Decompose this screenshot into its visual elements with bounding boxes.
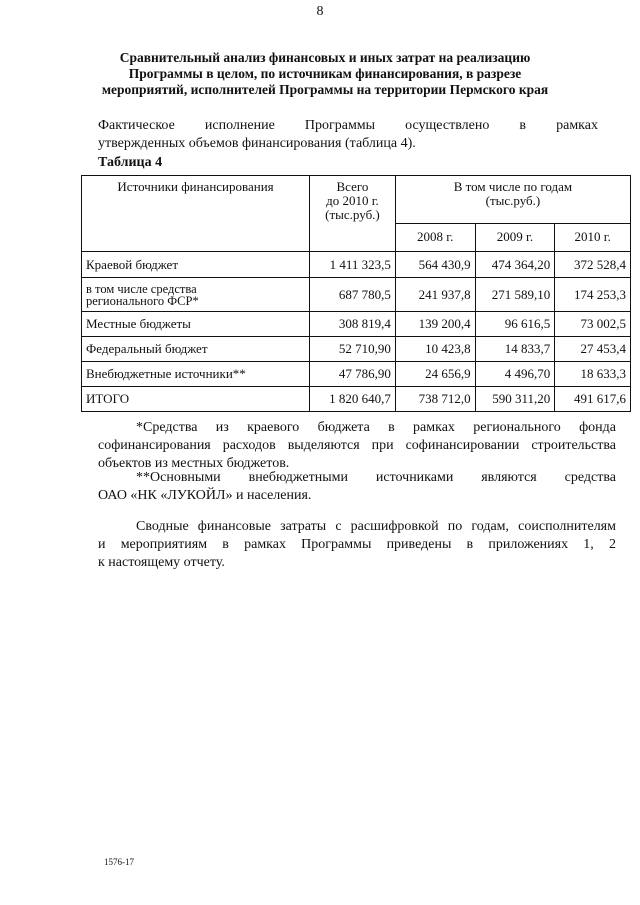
table-row	[82, 252, 631, 278]
header-by-year	[395, 176, 630, 224]
header-total-line: Всего	[336, 179, 369, 194]
table-row	[82, 312, 631, 337]
row-2008: 738 712,0	[395, 387, 475, 412]
row-total: 47 786,90	[310, 362, 396, 387]
row-2009: 271 589,10	[475, 278, 555, 312]
paragraph-line: ОАО «НК «ЛУКОЙЛ» и населения.	[98, 488, 312, 503]
row-source-line: регионального ФСР*	[86, 293, 199, 308]
section-heading	[70, 50, 580, 98]
row-source-line: в том числе средства	[86, 281, 197, 296]
row-2008: 24 656,9	[395, 362, 475, 387]
row-total: 1 820 640,7	[310, 387, 396, 412]
header-source: Источники финансирования	[82, 176, 310, 252]
page-number: 8	[316, 4, 324, 19]
financing-table	[81, 175, 631, 412]
summary-paragraph	[98, 518, 616, 572]
table-row-total	[82, 387, 631, 412]
footnote-regional-fund	[98, 419, 616, 473]
row-source	[82, 278, 310, 312]
row-2009: 590 311,20	[475, 387, 555, 412]
row-total: 1 411 323,5	[310, 252, 396, 278]
row-2010: 174 253,3	[555, 278, 631, 312]
table-row	[82, 337, 631, 362]
row-2008: 10 423,8	[395, 337, 475, 362]
paragraph-line: софинансирования расходов выделяются при софинансировании строительства	[98, 438, 616, 453]
row-2010: 73 002,5	[555, 312, 631, 337]
table-row	[82, 278, 631, 312]
footer-code: 1576-17	[104, 857, 134, 867]
row-source: Внебюджетные источники**	[82, 362, 310, 387]
row-2010: 27 453,4	[555, 337, 631, 362]
row-2009: 474 364,20	[475, 252, 555, 278]
paragraph-line: *Средства из краевого бюджета в рамках регионального фонда	[136, 420, 616, 435]
row-source: ИТОГО	[82, 387, 310, 412]
row-2010: 372 528,4	[555, 252, 631, 278]
table-header-row	[82, 176, 631, 224]
row-source: Краевой бюджет	[82, 252, 310, 278]
row-2010: 18 633,3	[555, 362, 631, 387]
paragraph-line: Сводные финансовые затраты с расшифровкой по годам, соисполнителям	[136, 519, 616, 534]
footnote-extrabudgetary	[98, 469, 616, 505]
header-year-2010: 2010 г.	[555, 223, 631, 251]
row-total: 308 819,4	[310, 312, 396, 337]
row-2008: 241 937,8	[395, 278, 475, 312]
heading-line: Сравнительный анализ финансовых и иных затрат на реализацию	[119, 50, 531, 65]
row-total: 52 710,90	[310, 337, 396, 362]
paragraph-line: к настоящему отчету.	[98, 555, 225, 570]
header-by-year-line: В том числе по годам	[453, 179, 573, 194]
row-2009: 14 833,7	[475, 337, 555, 362]
row-2008: 564 430,9	[395, 252, 475, 278]
heading-line: Программы в целом, по источникам финансирования, в разрезе	[128, 66, 522, 81]
row-2010: 491 617,6	[555, 387, 631, 412]
header-total	[310, 176, 396, 252]
table-label: Таблица 4	[98, 155, 163, 170]
row-2008: 139 200,4	[395, 312, 475, 337]
header-total-line: до 2010 г.	[326, 193, 379, 208]
paragraph-line: Фактическое исполнение Программы осуществлено в рамках	[98, 118, 598, 133]
row-total: 687 780,5	[310, 278, 396, 312]
row-source: Федеральный бюджет	[82, 337, 310, 362]
table-row	[82, 362, 631, 387]
header-by-year-line: (тыс.руб.)	[485, 193, 541, 208]
paragraph-line: **Основными внебюджетными источниками являются средства	[136, 470, 616, 485]
row-source: Местные бюджеты	[82, 312, 310, 337]
paragraph-line: утвержденных объемов финансирования (таблица 4).	[98, 136, 416, 151]
paragraph-line: и мероприятиям в рамках Программы приведены в приложениях 1, 2	[98, 537, 616, 552]
paragraph-line: объектов из местных бюджетов.	[98, 456, 290, 471]
header-total-line: (тыс.руб.)	[325, 207, 380, 222]
heading-line: мероприятий, исполнителей Программы на территории Пермского края	[101, 82, 549, 97]
header-year-2009: 2009 г.	[475, 223, 555, 251]
row-2009: 4 496,70	[475, 362, 555, 387]
intro-paragraph	[98, 117, 598, 153]
header-year-2008: 2008 г.	[395, 223, 475, 251]
row-2009: 96 616,5	[475, 312, 555, 337]
